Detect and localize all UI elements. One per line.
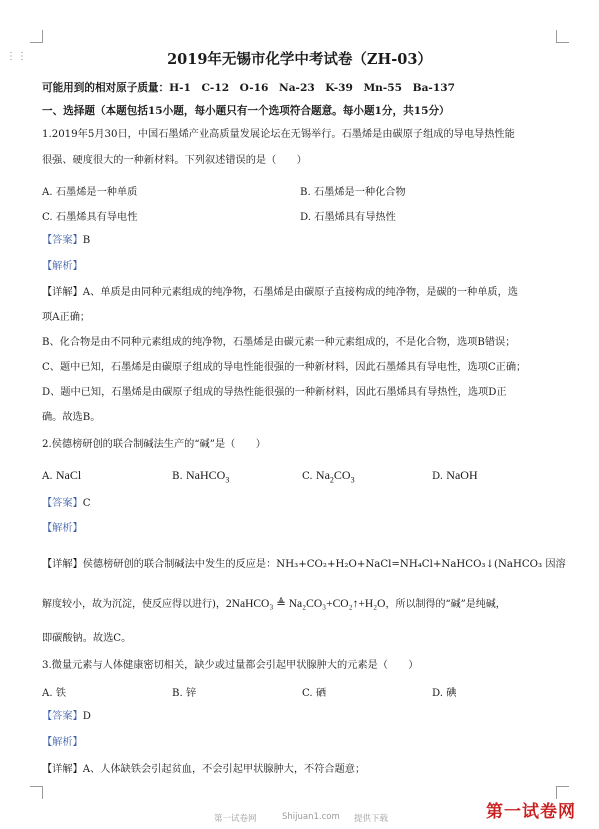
q2-option-c: C. $Na_2CO_3$: [302, 468, 355, 485]
q1-option-c: C. 石墨烯具有导电性: [42, 212, 138, 223]
q1-detail: B、化合物是由不同种元素组成的纯净物，石墨烯是由碳元素一种元素组成的，不是化合物，选项B错误；: [42, 337, 516, 348]
detail-tag: 【详解】: [42, 764, 83, 775]
detail-tag: 【详解】: [42, 559, 83, 570]
q3-answer: [42, 710, 91, 724]
page-title: 2019年无锡市化学中考试卷（ZH-03）: [167, 51, 432, 68]
q2-detail: 解度较小，故为沉淀，使反应得以进行)，2NaHCO₃ ≜ Na₂CO₃+CO₂↑+H₂O，所以制得的“碱”是纯碱，: [42, 598, 506, 610]
page-corner-mark: [556, 30, 569, 43]
reaction-equation: 2NaHCO₃ ≜ Na₂CO₃+CO₂↑+H₂O: [225, 598, 386, 610]
q3-option-b: B. 锌: [172, 688, 197, 699]
answer-tag: 【答案】: [42, 711, 83, 722]
q2-option-d: D. NaOH: [432, 468, 478, 482]
analysis-tag: 【解析】: [42, 523, 83, 534]
q2-answer: [42, 497, 91, 511]
detail-text: A、人体缺铁会引起贫血，不会引起甲状腺肿大，不符合题意；: [82, 764, 366, 775]
q1-answer: [42, 234, 90, 248]
q3-option-c: C. 硒: [302, 688, 327, 699]
q3-option-d: D. 碘: [432, 688, 457, 699]
q2-detail: 即碳酸钠。故选C。: [42, 633, 132, 644]
atomic-masses: 可能用到的相对原子质量：H-1 C-12 O-16 Na-23 K-39 Mn-55 Ba-137: [42, 82, 455, 94]
answer-tag: 【答案】: [42, 498, 83, 509]
answer-value: D: [82, 711, 91, 722]
footer-download: 提供下载: [354, 814, 389, 824]
detail-text: A、单质是由同种元素组成的纯净物，石墨烯是由碳原子直接构成的纯净物，是碳的一种单质，选: [82, 287, 518, 298]
q1-detail: D、题中已知，石墨烯是由碳原子组成的导热性能很强的一种新材料，因此石墨烯具有导热性，选项D正: [42, 387, 507, 398]
page-corner-mark: [30, 30, 43, 43]
site-logo: 第一试卷网: [486, 802, 576, 822]
answer-tag: 【答案】: [42, 235, 83, 246]
q2-option-a: A. NaCl: [42, 468, 82, 482]
detail-tag: 【详解】: [42, 287, 83, 298]
q3-stem: 3.微量元素与人体健康密切相关，缺少或过量都会引起甲状腺肿大的元素是（ ）: [42, 660, 419, 671]
q3-detail: [42, 763, 365, 777]
analysis-tag: 【解析】: [42, 737, 83, 748]
answer-value: C: [82, 498, 91, 509]
page-corner-mark: [30, 786, 43, 799]
q3-option-a: A. 铁: [42, 688, 67, 699]
q2-stem: 2.侯德榜研创的联合制碱法生产的“碱”是（ ）: [42, 439, 266, 450]
q2-option-b: B. NaHCO$_3$: [172, 468, 230, 485]
footer-site-url[interactable]: Shijuan1.com: [282, 812, 340, 822]
answer-value: B: [82, 235, 91, 246]
q1-stem: 1.2019年5月30日，中国石墨烯产业高质量发展论坛在无锡举行。石墨烯是由碳原子组成的导电导热性能: [42, 129, 515, 140]
detail-text: 侯德榜研创的联合制碱法中发生的反应是：NH₃+CO₂+H₂O+NaCl=NH₄Cl+NaHCO₃↓(NaHCO₃ 因溶: [82, 559, 566, 570]
q1-stem: 很强、硬度很大的一种新材料。下列叙述错误的是（ ）: [42, 155, 307, 166]
q1-detail: 项A正确；: [42, 312, 91, 323]
analysis-tag: 【解析】: [42, 261, 83, 272]
q1-detail: [42, 286, 518, 300]
q1-option-b: B. 石墨烯是一种化合物: [300, 187, 406, 198]
q2-detail: [42, 558, 566, 572]
q1-option-a: A. 石墨烯是一种单质: [42, 187, 138, 198]
q1-detail: 确。故选B。: [42, 412, 101, 423]
drag-handle-icon[interactable]: ⋮⋮: [6, 51, 28, 62]
footer-site-name: 第一试卷网: [214, 814, 257, 824]
section-heading: 一、选择题（本题包括15小题，每小题只有一个选项符合题意。每小题1分，共15分）: [42, 105, 450, 117]
q1-detail: C、题中已知，石墨烯是由碳原子组成的导电性能很强的一种新材料，因此石墨烯具有导电性，选项C正确；: [42, 362, 527, 373]
q1-option-d: D. 石墨烯具有导热性: [300, 212, 396, 223]
